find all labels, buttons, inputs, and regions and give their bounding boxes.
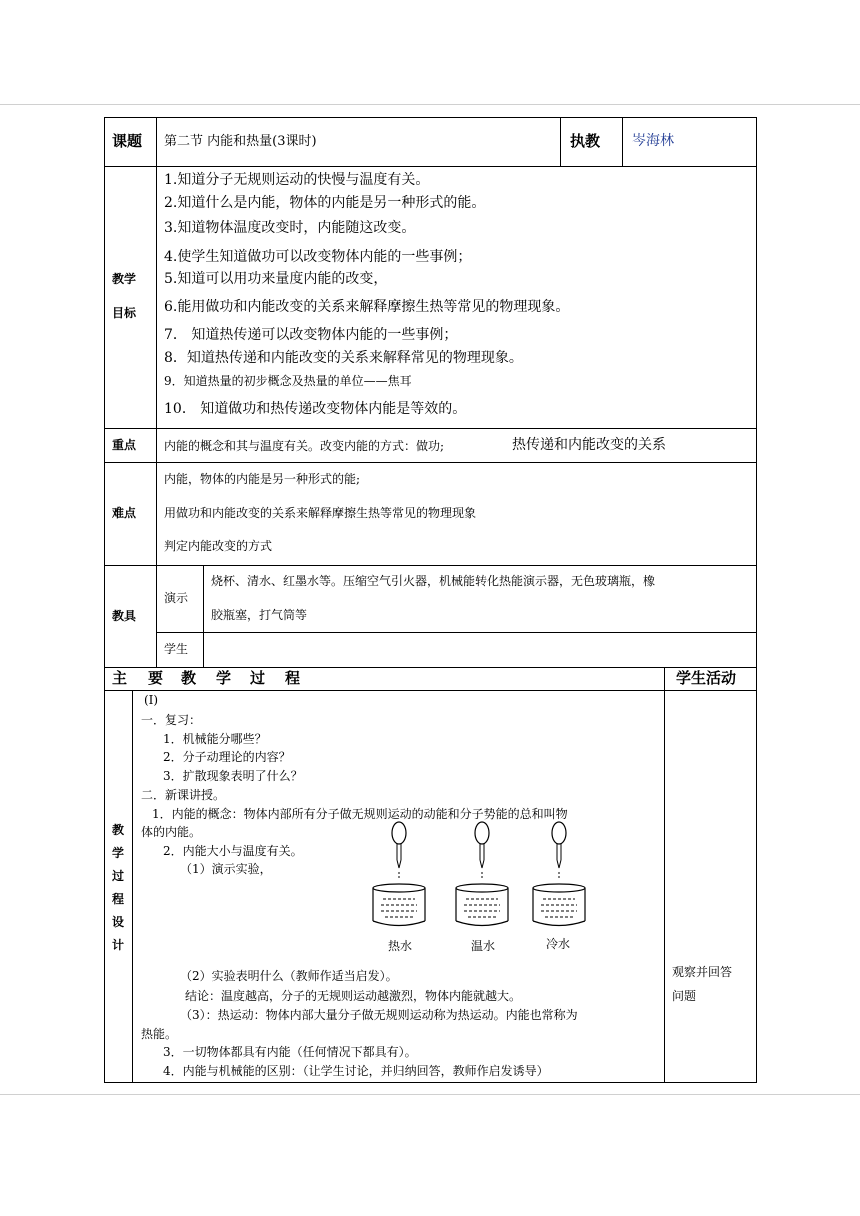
process-line: 3．一切物体都具有内能（任何情况下都具有）。: [163, 1045, 417, 1059]
objectives-label-1: 教学: [112, 272, 137, 286]
process-line: 二．新课讲授。: [141, 788, 226, 802]
difficulty-item: 用做功和内能改变的关系来解释摩擦生热等常见的物理现象: [164, 506, 477, 520]
student-label: 学生: [164, 642, 189, 656]
process-side-char: 计: [112, 938, 125, 952]
difficulty-item: 内能，物体的内能是另一种形式的能;: [164, 472, 361, 486]
demo-equipment-text: 烧杯、清水、红墨水等。压缩空气引火器，机械能转化热能演示器，无色玻璃瓶，橡: [211, 574, 656, 588]
demo-label: 演示: [164, 591, 189, 605]
process-line: 2．内能大小与温度有关。: [163, 844, 303, 858]
student-activity-text: 问题: [672, 989, 697, 1003]
difficulties-label: 难点: [112, 506, 137, 520]
teacher-name: 岑海林: [632, 133, 674, 149]
process-side-char: 程: [112, 892, 125, 906]
objective-item: 1.知道分子无规则运动的快慢与温度有关。: [164, 172, 430, 188]
lesson-title: 第二节 内能和热量(3课时): [164, 134, 317, 149]
beaker-label-hot: 热水: [388, 939, 413, 953]
process-line: （2）实验表明什么（教师作适当启发）。: [180, 969, 398, 983]
objective-item: 4.使学生知道做功可以改变物体内能的一些事例；: [164, 249, 472, 265]
beaker-label-cold: 冷水: [546, 937, 571, 951]
process-header-char: 要: [148, 669, 164, 687]
process-line: 一．复习：: [141, 713, 202, 727]
objective-item: 2.知道什么是内能，物体的内能是另一种形式的能。: [164, 195, 486, 211]
process-line: 热能。: [141, 1027, 178, 1041]
process-header-char: 教: [181, 669, 197, 687]
process-side-char: 设: [112, 915, 125, 929]
lesson-label: 课题: [112, 132, 143, 150]
process-header-char: 过: [250, 669, 266, 687]
demo-equipment-text: 胶瓶塞，打气筒等: [211, 608, 308, 622]
student-activity-header: 学生活动: [676, 669, 737, 687]
process-line: 3．扩散现象表明了什么？: [163, 769, 303, 783]
teacher-label: 执教: [570, 132, 601, 150]
process-header-char: 程: [285, 669, 301, 687]
process-side-char: 学: [112, 846, 125, 860]
process-side-char: 教: [112, 823, 125, 837]
page-bottom-rule: [0, 1094, 860, 1095]
objective-item: 8．知道热传递和内能改变的关系来解释常见的物理现象。: [164, 350, 523, 366]
objective-item: 3.知道物体温度改变时，内能随这改变。: [164, 220, 416, 236]
process-line: 结论：温度越高，分子的无规则运动越激烈，物体内能就越大。: [185, 989, 522, 1003]
process-line: (I): [144, 693, 159, 707]
process-line: （3）：热运动：物体内部大量分子做无规则运动称为热运动。内能也常称为: [180, 1008, 578, 1022]
process-line: 体的内能。: [141, 825, 202, 839]
objective-item: 6.能用做功和内能改变的关系来解释摩擦生热等常见的物理现象。: [164, 299, 570, 315]
objective-item: 10． 知道做功和热传递改变物体内能是等效的。: [164, 401, 467, 417]
key-points-text-emphasis: 热传递和内能改变的关系: [512, 437, 666, 453]
objectives-label-2: 目标: [112, 306, 137, 320]
objective-item: 5.知道可以用功来量度内能的改变，: [164, 271, 388, 287]
process-line: 1．机械能分哪些？: [163, 732, 267, 746]
objective-item: 7． 知道热传递可以改变物体内能的一些事例；: [164, 327, 458, 343]
beaker-label-warm: 温水: [471, 939, 496, 953]
process-side-char: 过: [112, 869, 125, 883]
student-activity-text: 观察并回答: [672, 965, 733, 979]
process-header-char: 学: [216, 669, 232, 687]
objective-item: 9．知道热量的初步概念及热量的单位——焦耳: [164, 374, 412, 388]
process-line: 4．内能与机械能的区别：（让学生讨论，并归纳回答，教师作启发诱导）: [163, 1064, 549, 1078]
process-line: 2．分子动理论的内容？: [163, 750, 291, 764]
equipment-label: 教具: [112, 609, 137, 623]
process-line: （1）演示实验，: [180, 862, 272, 876]
page-top-rule: [0, 104, 860, 105]
key-points-text: 内能的概念和其与温度有关。改变内能的方式：做功;: [164, 439, 445, 453]
process-line: 1．内能的概念：物体内部所有分子做无规则运动的动能和分子势能的总和叫物: [152, 807, 568, 821]
difficulty-item: 判定内能改变的方式: [164, 539, 273, 553]
key-points-label: 重点: [112, 438, 137, 452]
process-header-char: 主: [112, 669, 128, 687]
